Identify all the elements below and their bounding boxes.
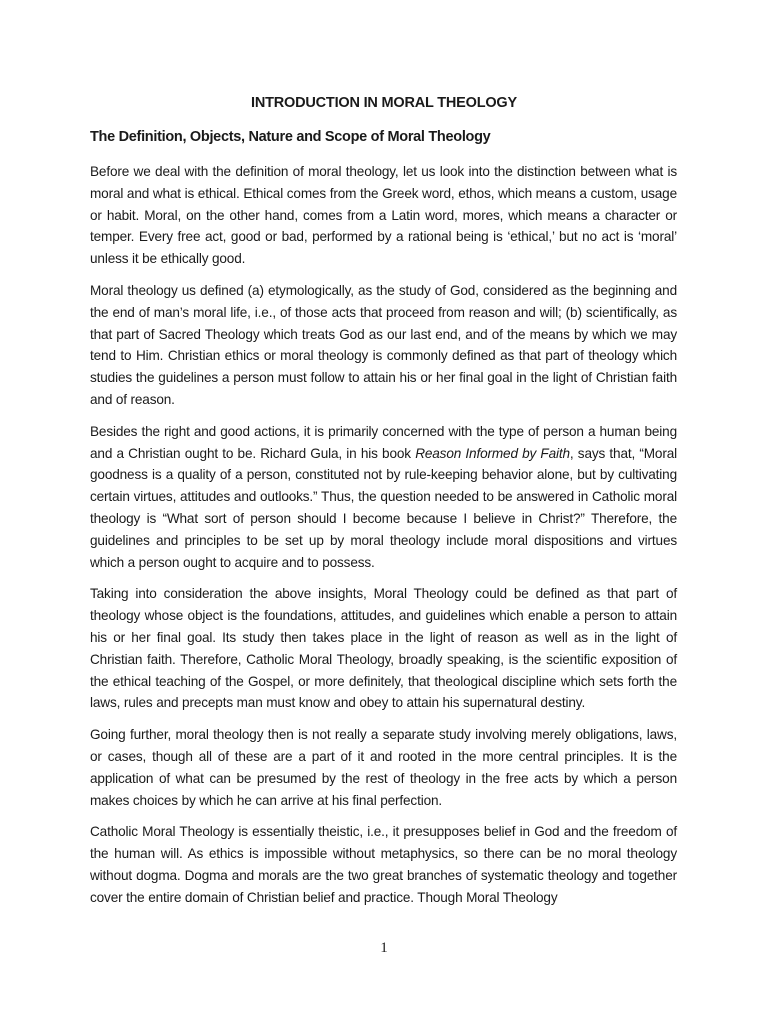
paragraph-text: , says that, “Moral goodness is a quality of a person, constituted not by rule-keeping behavior alone, but by cultivating certain virtues, attitudes and outlooks.” Thus, the question needed to be answered in Catholic moral theology is “What sort of person should I become because I believe in Christ?” Therefore, the guidelines and principles to be set up by moral theology include moral dispositions and virtues which a person ought to acquire and to possess. [90, 445, 677, 570]
paragraph-going-further: Going further, moral theology then is not really a separate study involving merely obligations, laws, or cases, though all of these are a part of it and rooted in the more central principles. It is the application of what can be presumed by the rest of theology in the free acts by which a person makes choices by which he can arrive at his final perfection. [90, 727, 677, 808]
document-title: INTRODUCTION IN MORAL THEOLOGY [250, 95, 517, 111]
page-number: 1 [380, 940, 388, 956]
paragraph-text: Besides the right and good actions, it is primarily concerned with the type of person a human being and a Christian ought to be. Richard Gula, in his book [90, 423, 677, 461]
book-title: Reason Informed by Faith [415, 445, 570, 461]
document-body [90, 161, 677, 919]
paragraph-definition: Moral theology us defined (a) etymologically, as the study of God, considered as the beginning and the end of man’s moral life, i.e., of those acts that proceed from reason and will; (b) scientifically, as that part of Sacred Theology which treats God as our last end, and of the means by which we may tend to Him. Christian ethics or moral theology is commonly defined as that part of theology which studies the guidelines a person must follow to attain his or her final goal in the light of Christian faith and of reason. [90, 282, 677, 407]
paragraph-gula-quote [90, 421, 677, 574]
paragraph-insights: Taking into consideration the above insights, Moral Theology could be defined as that part of theology whose object is the foundations, attitudes, and guidelines which enable a person to attain his or her final goal. Its study then takes place in the light of reason as well as in the light of Christian faith. Therefore, Catholic Moral Theology, broadly speaking, is the scientific exposition of the ethical teaching of the Gospel, or more definitely, that theological discipline which sets forth the laws, rules and precepts man must know and obey to attain his supernatural destiny. [90, 586, 677, 711]
paragraph-distinction: Before we deal with the definition of moral theology, let us look into the distinction between what is moral and what is ethical. Ethical comes from the Greek word, ethos, which means a custom, usage or habit. Moral, on the other hand, comes from a Latin word, mores, which means a character or temper. Every free act, good or bad, performed by a rational being is ‘ethical,’ but no act is ‘moral’ unless it be ethically good. [90, 164, 677, 267]
section-heading: The Definition, Objects, Nature and Scope of Moral Theology [90, 129, 491, 145]
paragraph-theistic: Catholic Moral Theology is essentially theistic, i.e., it presupposes belief in God and the freedom of the human will. As ethics is impossible without metaphysics, so there can be no moral theology without dogma. Dogma and morals are the two great branches of systematic theology and together cover the entire domain of Christian belief and practice. Though Moral Theology [90, 824, 677, 905]
